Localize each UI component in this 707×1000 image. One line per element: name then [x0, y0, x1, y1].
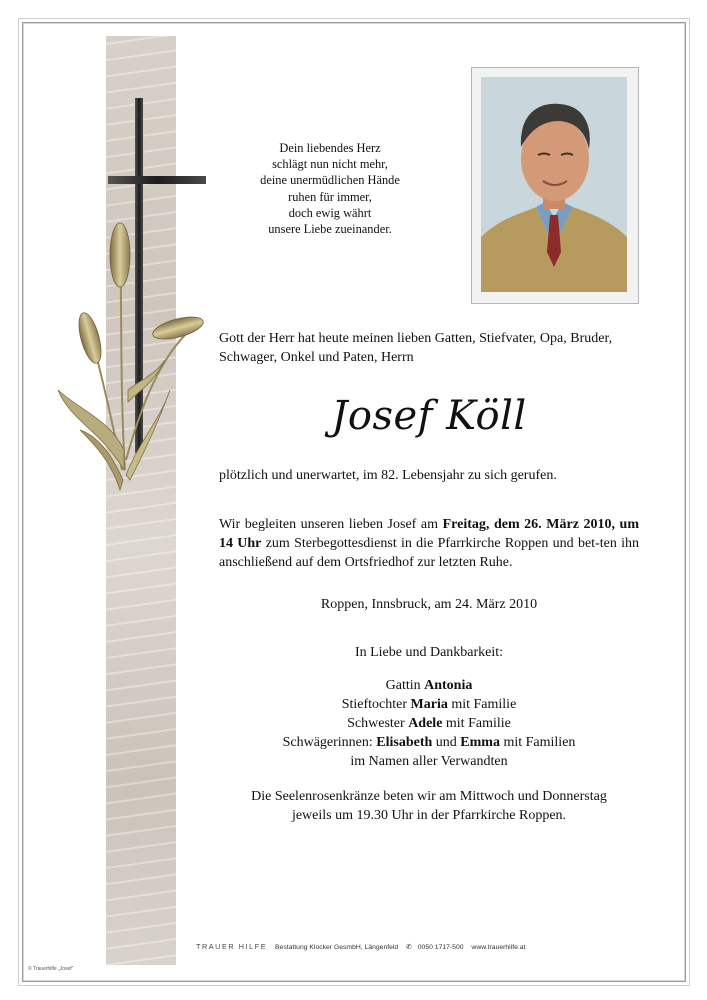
mourners-heading: In Liebe und Dankbarkeit:	[354, 645, 504, 660]
poem-line: deine unermüdlichen Hände	[260, 173, 400, 188]
rosary-line: jeweils um 19.30 Uhr in der Pfarrkirche Roppen.	[291, 808, 567, 823]
death-notice: plötzlich und unerwartet, im 82. Lebensjahr zu sich gerufen.	[219, 468, 557, 483]
deceased-name: Josef Köll	[331, 393, 527, 439]
copyright-note: © Trauerhilfe „Josef“	[28, 966, 74, 972]
poem	[230, 140, 430, 237]
poem-line: ruhen für immer,	[288, 189, 372, 204]
mourner-stepdaughter: Stieftochter Maria mit Familie	[341, 697, 517, 712]
place-and-date: Roppen, Innsbruck, am 24. März 2010	[320, 597, 538, 612]
rosary-line: Die Seelenrosenkränze beten wir am Mittwoch und Donnerstag	[251, 789, 607, 804]
funeral-text: Wir begleiten unseren lieben Josef am	[219, 517, 443, 532]
mourners-list	[219, 643, 639, 771]
mourner-wife: Gattin Antonia	[385, 678, 473, 693]
funeral-date-time: Freitag, dem 26. März 2010, um 14 Uhr	[219, 517, 640, 551]
poem-line: doch ewig währt	[288, 205, 372, 220]
intro-line: Schwager, Onkel und Paten, Herrn	[219, 350, 414, 365]
trauerhilfe-logo: TRAUER HILFE	[196, 942, 268, 951]
funeral-details	[219, 515, 639, 572]
intro-line: Gott der Herr hat heute meinen lieben Gatten, Stiefvater, Opa, Bruder,	[219, 331, 613, 346]
phone-icon: ✆	[406, 944, 412, 951]
portrait-photo	[471, 67, 639, 304]
poem-line: Dein liebendes Herz	[279, 141, 381, 155]
funeral-home-footer	[196, 942, 576, 956]
portrait-image	[481, 77, 627, 292]
rosary-notice	[219, 787, 639, 825]
footer-phone: 0050 1717-500	[417, 944, 464, 951]
mourner-relatives: im Namen aller Verwandten	[350, 754, 508, 769]
poem-line: unsere Liebe zueinander.	[268, 222, 392, 237]
footer-web: www.trauerhilfe.at	[471, 944, 526, 951]
mourner-sisters-in-law: Schwägerinnen: Elisabeth und Emma mit Familien	[282, 735, 576, 750]
poem-line: schlägt nun nicht mehr,	[272, 157, 388, 172]
mourner-sister: Schwester Adele mit Familie	[347, 716, 511, 731]
cross-with-wheat-icon	[40, 90, 220, 510]
footer-company: Bestattung Klocker GesmbH, Längenfeld	[275, 944, 399, 951]
announcement-intro	[219, 329, 659, 367]
funeral-text: zum Sterbegottesdienst in die Pfarrkirche Roppen und bet-ten ihn anschließend auf dem Ortsfriedhof zur letzten Ruhe.	[219, 536, 639, 570]
